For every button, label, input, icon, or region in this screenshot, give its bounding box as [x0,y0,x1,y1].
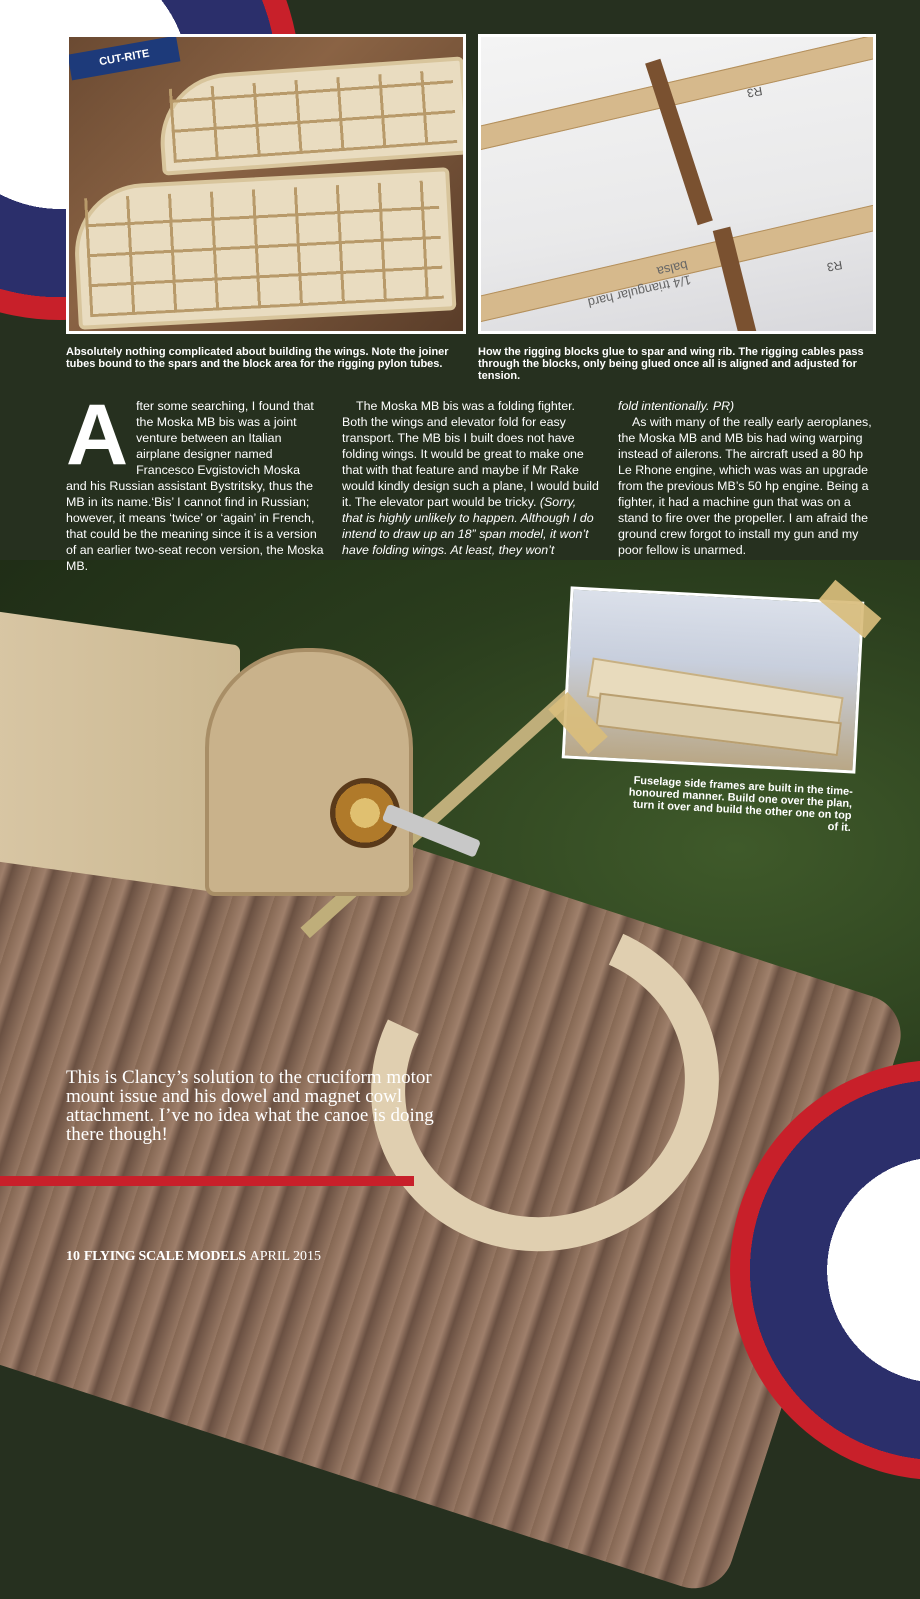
column-2-italic-note: (Sorry, that is highly unlikely to happen. Although I do intend to draw up an 18” span model, it won’t have folding wings. At least, they won’t [342,495,594,557]
article-column-2 [342,398,600,558]
label-r3-top: R3 [745,83,764,101]
knife-package [68,36,181,81]
caption-fuselage-side: Fuselage side frames are built in the time-honoured manner. Build one over the plan, turn it over and build the other one on top of it. [628,774,854,835]
article-column-1 [66,387,324,574]
photo-fuselage-side-frames [562,586,865,773]
column-1-text: fter some searching, I found that the Moska MB bis was a joint venture between an Italian airplane designer named Francesco Evgistovich Moska and his Russian assistant Bystritsky, thus the MB in its name.‘Bis’ I cannot find in Russian; however, it means ‘twice’ or ‘again’ in French, that could be the meaning since it is a version of an earlier two-seat recon version, the Moska MB. [66,399,324,573]
photo-wing-construction [66,34,466,334]
caption-cowl: This is Clancy’s solution to the cruciform motor mount issue and his dowel and magnet cowl attachment. I’ve no idea what the canoe is doing there though! [66,1067,434,1145]
magazine-name: FLYING SCALE MODELS [83,1249,246,1264]
column-2-text: The Moska MB bis was a folding fighter. Both the wings and elevator fold for easy transport. The MB bis I built does not have folding wings. It would be great to make one that with that feature and maybe if Mr Rake would kindly design such a plane, I would build it. The elevator part would be tricky. [342,399,599,509]
upper-wing [156,56,466,175]
column-3-text: As with many of the really early aeroplanes, the Moska MB and MB bis had wing warping instead of ailerons. The aircraft used a 80 hp Le Rhone engine, which was was an upgrade from the previous MB’s 50 hp engine. Being a fighter, it had a machine gun that was on a stand to fire over the propeller. I am afraid the ground crew forgot to install my gun and my poor fellow is unarmed. [618,415,872,557]
photo-rigging-blocks [478,34,876,334]
page-number: 10 [66,1249,80,1264]
fuselage-body [0,610,240,895]
drop-cap: A [66,387,129,483]
label-r3-bottom: R3 [825,257,844,275]
page-footer [66,1246,321,1266]
issue-date: APRIL 2015 [249,1249,322,1264]
knife-brand-label: CUT-RITE [98,47,151,69]
column-3-italic-note: fold intentionally. PR) [618,399,735,413]
fuselage-model [0,598,430,898]
fuselage-nose [205,648,413,896]
label-balsa: 1/4 triangular hard balsa [586,257,693,311]
caption-rigging: How the rigging blocks glue to spar and wing rib. The rigging cables pass through the blocks, only being glued once all is aligned and adjusted for tension. [478,346,864,382]
article-column-3 [618,398,876,558]
caption-wings: Absolutely nothing complicated about building the wings. Note the joiner tubes bound to the spars and the block area for the rigging pylon tubes. [66,346,449,370]
red-rule [0,1176,414,1186]
lower-wing [72,167,457,330]
